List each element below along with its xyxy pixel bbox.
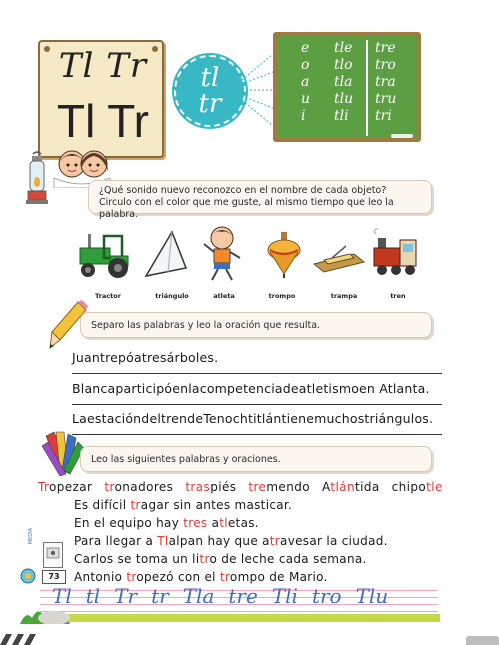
object-label: atleta bbox=[213, 292, 235, 300]
board-syllable-tr: tri bbox=[375, 108, 392, 124]
board-vowel: o bbox=[301, 57, 310, 73]
letter-card-cursive: Tl Tr bbox=[58, 46, 148, 86]
board-vowel: i bbox=[301, 108, 306, 124]
board-syllable-tl: tli bbox=[334, 108, 349, 124]
syllable-tr: tr bbox=[198, 89, 222, 119]
word-part: piés bbox=[210, 480, 237, 494]
object-label: triángulo bbox=[155, 292, 189, 300]
sentence-part: alpan hay que a bbox=[168, 534, 270, 548]
word-part: onadores bbox=[114, 480, 174, 494]
reading-sentence bbox=[74, 498, 292, 512]
handwriting-sample: Tli bbox=[271, 584, 298, 608]
word-part: opezar bbox=[49, 480, 93, 494]
handwriting-sample: tre bbox=[228, 584, 258, 608]
board-syllable-tr: tro bbox=[375, 57, 396, 73]
flower-icon bbox=[20, 568, 36, 584]
word-part: tida bbox=[355, 480, 380, 494]
spinning-top-icon bbox=[262, 228, 306, 280]
handwriting-sample: tro bbox=[311, 584, 342, 608]
object-label: tren bbox=[390, 292, 406, 300]
joined-sentence-text: Blancaparticipóenlacompetenciadeatletismoen Atlanta. bbox=[72, 381, 430, 396]
disc-icon bbox=[44, 543, 62, 565]
board-syllable-tr: tre bbox=[375, 40, 396, 56]
sentence-highlight: tr bbox=[130, 498, 141, 512]
board-vowels bbox=[301, 40, 310, 125]
reading-word bbox=[322, 480, 380, 494]
sentence-highlight: tr bbox=[269, 534, 281, 548]
lantern-icon bbox=[24, 150, 50, 212]
joined-sentence-text: Juantrepóatresárboles. bbox=[72, 350, 219, 365]
sentence-highlight: tl bbox=[219, 516, 228, 530]
writing-rule[interactable] bbox=[72, 434, 442, 435]
letter-card bbox=[38, 40, 164, 158]
handwriting-samples bbox=[52, 584, 442, 608]
syllable-tl: tl bbox=[200, 63, 220, 93]
corner-stripes bbox=[0, 634, 50, 645]
writing-rule[interactable] bbox=[72, 373, 442, 374]
sentence-part: o de leche cada semana. bbox=[209, 552, 367, 566]
sentence-part: Antonio bbox=[74, 570, 127, 584]
handwriting-sample: Tl bbox=[52, 584, 72, 608]
handwriting-sample: Tla bbox=[182, 584, 215, 608]
sentence-highlight: tr bbox=[199, 552, 210, 566]
joined-sentence bbox=[72, 411, 442, 426]
handwriting-sample: Tlu bbox=[355, 584, 389, 608]
sentence-highlight: tr bbox=[219, 570, 230, 584]
instruction-text: ¿Qué sonido nuevo reconozco en el nombre de cada objeto? Circulo con el color que me guste, al mismo tiempo que leo la palabra. bbox=[99, 185, 394, 220]
sentence-highlight: tr bbox=[126, 570, 137, 584]
instruction-text: Separo las palabras y leo la oración que resulta. bbox=[91, 320, 321, 331]
writing-rule[interactable] bbox=[72, 404, 442, 405]
board-syllable-tl: tla bbox=[334, 74, 353, 90]
sentence-part: ompo de Mario. bbox=[229, 570, 328, 584]
board-vowel: a bbox=[301, 74, 310, 90]
sentence-part: a bbox=[207, 516, 220, 530]
instruction-banner-sounds bbox=[88, 180, 432, 220]
reading-word bbox=[185, 480, 236, 494]
sentence-part: Es difícil bbox=[74, 498, 131, 512]
reading-words bbox=[38, 480, 455, 494]
syllable-circle bbox=[174, 55, 246, 127]
reading-sentence bbox=[74, 570, 328, 584]
joined-sentence bbox=[72, 381, 442, 396]
reading-sentence bbox=[74, 534, 388, 548]
word-part: mendo bbox=[266, 480, 310, 494]
instruction-banner-separate bbox=[80, 312, 432, 338]
sentence-part: En el equipo hay bbox=[74, 516, 184, 530]
handwriting-sample: tr bbox=[151, 584, 169, 608]
word-part: chipo bbox=[391, 480, 427, 494]
board-syllable-tl: tlu bbox=[334, 91, 354, 107]
page-tab bbox=[466, 636, 499, 645]
word-highlight: tle bbox=[426, 480, 443, 494]
reading-sentence bbox=[74, 516, 259, 530]
grass-icon bbox=[20, 606, 440, 624]
reading-word bbox=[248, 480, 310, 494]
handwriting-sample: Tr bbox=[114, 584, 138, 608]
word-highlight: tr bbox=[104, 480, 115, 494]
sentence-part: Carlos se toma un li bbox=[74, 552, 200, 566]
board-tr-syllables bbox=[375, 40, 396, 125]
instruction-text: Leo las siguientes palabras y oraciones. bbox=[91, 454, 281, 465]
train-icon bbox=[370, 228, 422, 280]
sentence-part: avesar la ciudad. bbox=[280, 534, 388, 548]
side-label: MEDIA bbox=[28, 528, 34, 545]
word-highlight: Tr bbox=[38, 480, 50, 494]
letter-card-print: Tl Tr bbox=[57, 95, 149, 147]
sentence-part: opezó con el bbox=[136, 570, 220, 584]
board-syllable-tl: tlo bbox=[334, 57, 353, 73]
chalkboard bbox=[273, 32, 421, 142]
object-label: trampa bbox=[330, 292, 358, 300]
reading-sentence bbox=[74, 552, 367, 566]
joined-sentence bbox=[72, 350, 442, 365]
word-highlight: tras bbox=[185, 480, 211, 494]
board-syllable-tr: tru bbox=[375, 91, 397, 107]
board-vowel: u bbox=[301, 91, 311, 107]
sentence-part: etas. bbox=[227, 516, 259, 530]
board-vowel: e bbox=[301, 40, 310, 56]
reading-word bbox=[392, 480, 443, 494]
handwriting-sample: tl bbox=[85, 584, 101, 608]
board-tl-syllables bbox=[334, 40, 353, 125]
instruction-banner-read bbox=[80, 446, 432, 472]
reading-word bbox=[38, 480, 92, 494]
athlete-icon bbox=[200, 224, 244, 282]
page-number: 73 bbox=[42, 570, 66, 584]
sentence-highlight: tres bbox=[183, 516, 208, 530]
sentence-part: agar sin antes masticar. bbox=[140, 498, 293, 512]
tractor-icon bbox=[70, 228, 132, 280]
triangle-icon bbox=[142, 228, 190, 280]
object-label: Tractor bbox=[95, 292, 121, 300]
board-syllable-tl: tle bbox=[334, 40, 353, 56]
board-syllable-tr: tra bbox=[375, 74, 396, 90]
word-part: A bbox=[321, 480, 331, 494]
media-badge bbox=[43, 542, 63, 568]
board-divider bbox=[366, 40, 368, 136]
sentence-highlight: Tl bbox=[157, 534, 169, 548]
object-label: trompo bbox=[268, 292, 296, 300]
reading-word bbox=[104, 480, 173, 494]
joined-sentence-text: LaestacióndeltrendeTenochtitlántienemuchostriángulos. bbox=[72, 411, 434, 426]
sentence-part: Para llegar a bbox=[74, 534, 158, 548]
word-highlight: tlán bbox=[330, 480, 355, 494]
word-highlight: tre bbox=[248, 480, 267, 494]
chalk bbox=[391, 134, 413, 138]
trap-icon bbox=[310, 228, 366, 280]
